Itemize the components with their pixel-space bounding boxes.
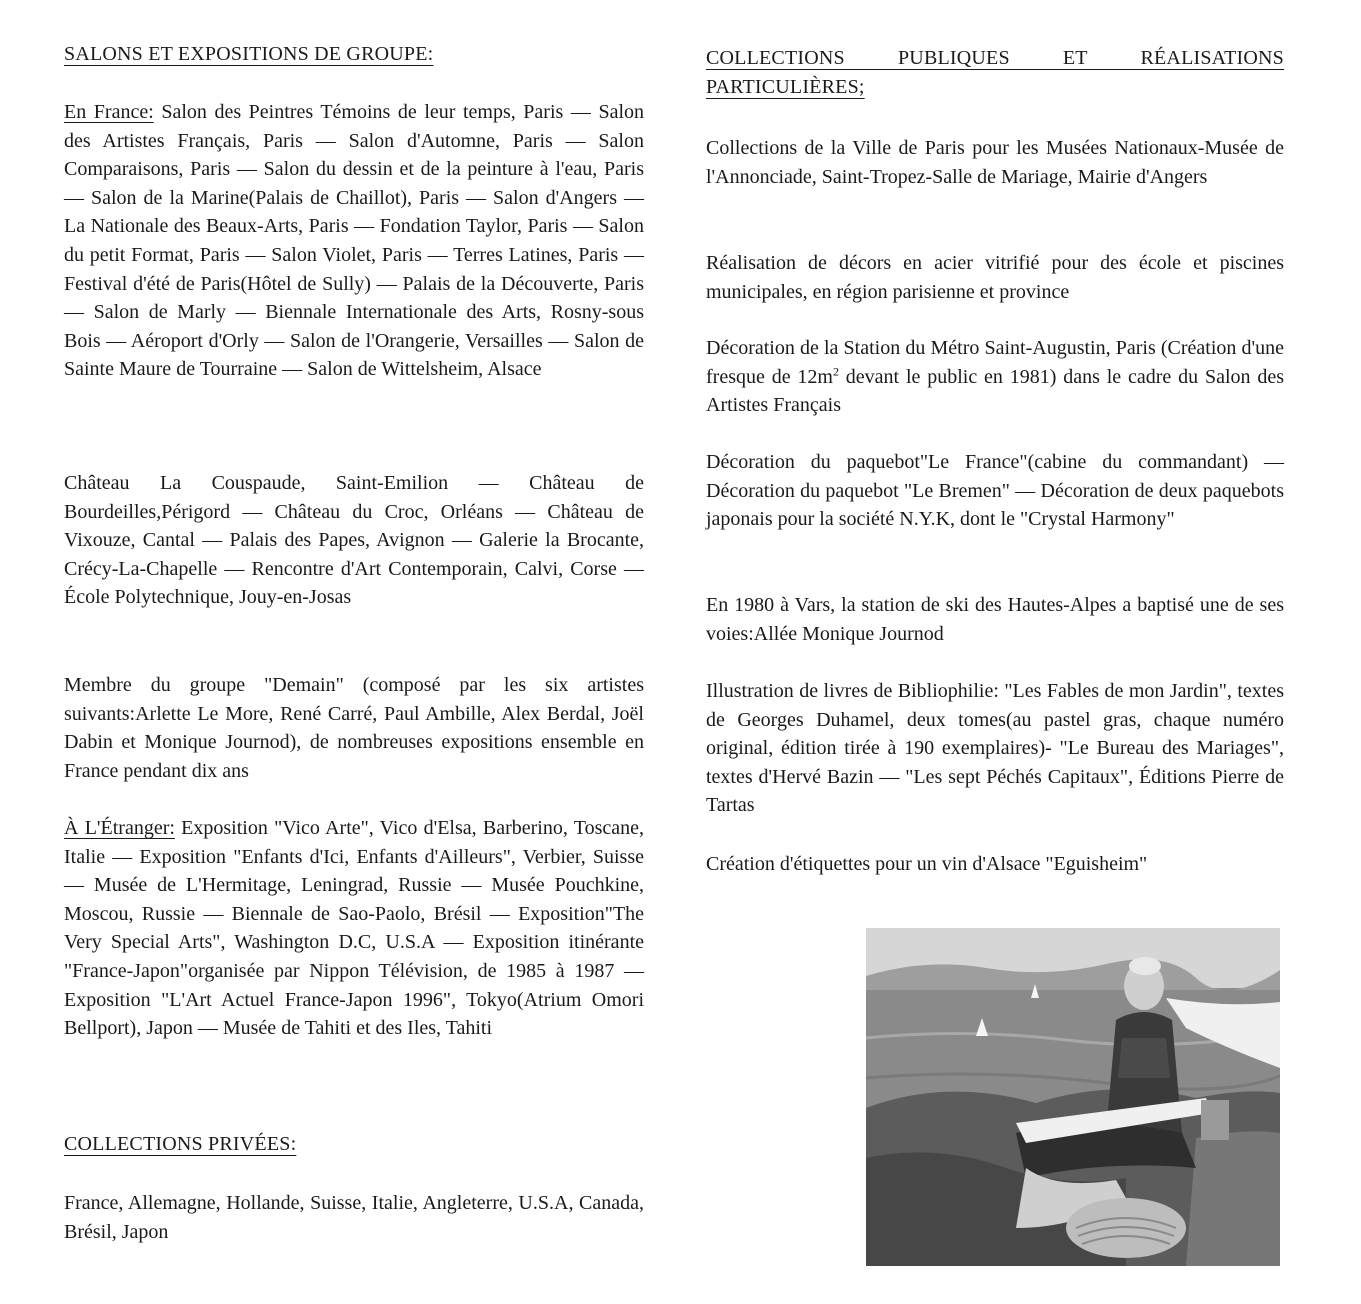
paragraph-chateaux: Château La Couspaude, Saint-Emilion — Château de Bourdeilles,Périgord — Château du Croc, Orléans — Château de Vixouze, Cantal — Palais des Papes, Avignon — Galerie la Brocante, Crécy-La-Chapelle — Rencontre d'Art Contemporain, Calvi, Corse — École Polytechnique, Jouy-en-Josas [64, 472, 644, 609]
label-en-france: En France: [64, 101, 154, 123]
paragraph-etiquettes: Création d'étiquettes pour un vin d'Alsace "Eguisheim" [706, 853, 1148, 875]
text-metro-a: Décoration de la Station du Métro Saint-Augustin, Paris (Création d'une fresque de 12m [706, 337, 1284, 388]
box [1201, 1100, 1229, 1140]
paragraph-paquebot: Décoration du paquebot"Le France"(cabine du commandant) — Décoration du paquebot "Le Bremen" — Décoration de deux paquebots japonais pour la société N.Y.K, dont le "Crystal Harmony" [706, 451, 1284, 531]
paragraph-france [64, 98, 644, 384]
text-etranger: Exposition "Vico Arte", Vico d'Elsa, Barberino, Toscane, Italie — Exposition "Enfants d'Ici, Enfants d'Ailleurs", Verbier, Suisse — Musée de L'Hermitage, Leningrad, Russie — Musée Pouchkine, Moscou, Russie — Biennale de Sao-Paolo, Brésil — Exposition"The Very Special Arts", Washington D.C, U.S.A — Exposition itinérante "France-Japon"organisée par Nippon Télévision, de 1985 à 1987 — Exposition "L'Art Actuel France-Japon 1996", Tokyo(Atrium Omori Bellport), Japon — Musée de Tahiti et des Iles, Tahiti [64, 817, 644, 1040]
artist-photo-illustration [866, 928, 1280, 1266]
label-etranger: À L'Étranger: [64, 817, 175, 839]
heading-salons: SALONS ET EXPOSITIONS DE GROUPE: [64, 43, 434, 65]
paragraph-vars: En 1980 à Vars, la station de ski des Hautes-Alpes a baptisé une de ses voies:Allée Monique Journod [706, 594, 1284, 645]
superscript-2: 2 [832, 363, 839, 378]
paragraph-collections-publiques: Collections de la Ville de Paris pour les Musées Nationaux-Musée de l'Annonciade, Saint-Tropez-Salle de Mariage, Mairie d'Angers [706, 137, 1284, 188]
text-metro-b: devant le public en 1981) dans le cadre du Salon des Artistes Français [706, 365, 1285, 417]
heading-publiques: COLLECTIONS PUBLIQUES ET RÉALISATIONS PARTICULIÈRES; [706, 47, 1284, 98]
paragraph-demain: Membre du groupe "Demain" (composé par les six artistes suivants:Arlette Le More, René Carré, Paul Ambille, Alex Berdal, Joël Dabin et Monique Journod), de nombreuses expositions ensemble en France pendant dix ans [64, 674, 644, 782]
paragraph-metro [706, 334, 1284, 420]
heading-privees: COLLECTIONS PRIVÉES: [64, 1133, 297, 1155]
paragraph-privees: France, Allemagne, Hollande, Suisse, Italie, Angleterre, U.S.A, Canada, Brésil, Japon [64, 1192, 644, 1243]
paragraph-illustration: Illustration de livres de Bibliophilie: "Les Fables de mon Jardin", textes de Georges Duhamel, deux tomes(au pastel gras, chaque numéro original, édition tirée à 190 exemplaires)- "Le Bureau des Mariages", textes d'Hervé Bazin — "Les sept Péchés Capitaux", Éditions Pierre de Tartas [706, 680, 1284, 817]
paragraph-realisation: Réalisation de décors en acier vitrifié pour des école et piscines municipales, en région parisienne et province [706, 252, 1284, 303]
paragraph-etranger [64, 814, 644, 1043]
artist-photo [866, 928, 1280, 1266]
text-en-france: Salon des Peintres Témoins de leur temps, Paris — Salon des Artistes Français, Paris — Salon d'Automne, Paris — Salon Comparaisons, Paris — Salon du dessin et de la peinture à l'eau, Paris — Salon de la Marine(Palais de Chaillot), Paris — Salon d'Angers — La Nationale des Beaux-Arts, Paris — Fondation Taylor, Paris — Salon du petit Format, Paris — Salon Violet, Paris — Terres Latines, Paris — Festival d'été de Paris(Hôtel de Sully) — Palais de la Découverte, Paris — Salon de Marly — Biennale Internationale des Arts, Rosny-sous Bois — Aéroport d'Orly — Salon de l'Orangerie, Versailles — Salon de Sainte Maure de Tourraine — Salon de Wittelsheim, Alsace [64, 101, 644, 381]
